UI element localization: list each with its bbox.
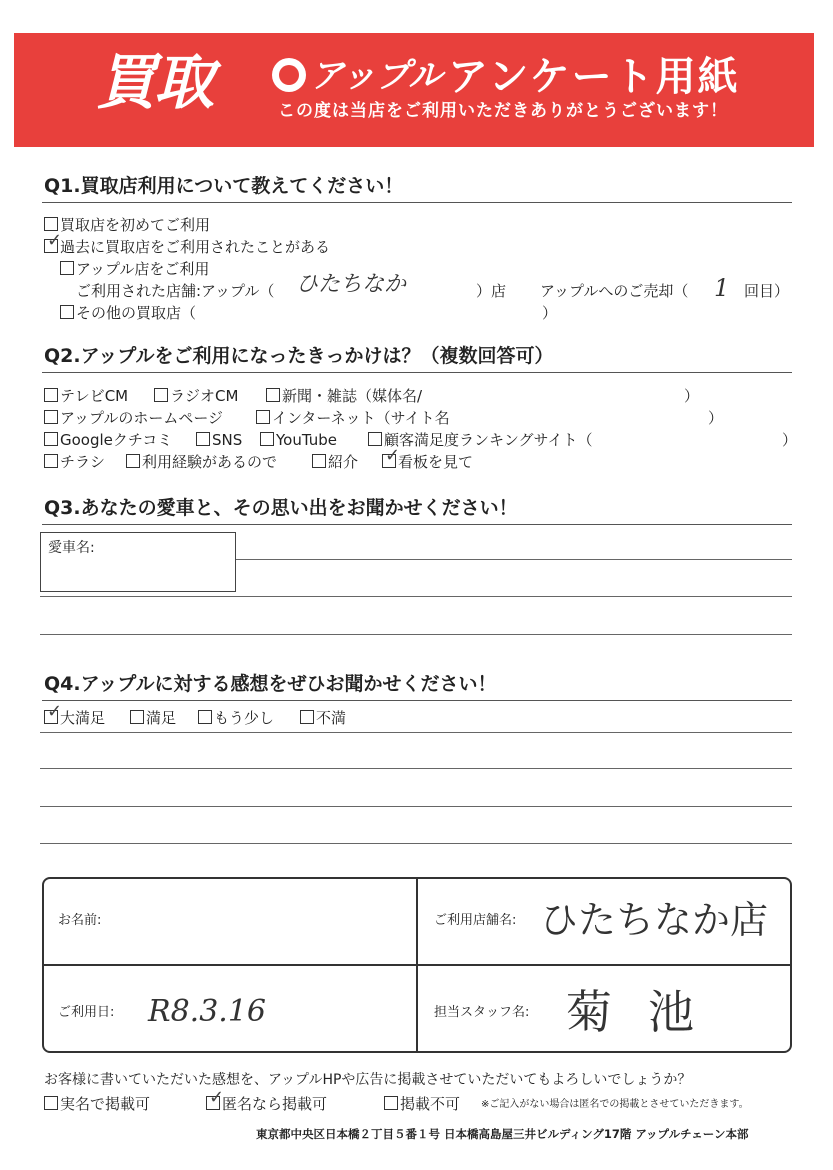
q1-store-used-prefix: ご利用された店舗:アップル（ (76, 282, 275, 300)
q2-option-sns[interactable] (196, 430, 242, 450)
option-label: 買取店を初めてご利用 (60, 216, 211, 234)
option-label: 看板を見て (398, 453, 474, 471)
checkbox[interactable] (44, 388, 58, 402)
q1-option-used-before[interactable] (44, 230, 331, 257)
checkbox[interactable] (300, 710, 314, 724)
q3-answer-line[interactable] (40, 634, 792, 635)
checkbox[interactable] (196, 432, 210, 446)
q2-option-flyer[interactable] (44, 452, 105, 472)
checkmark-icon: ✓ (209, 1087, 225, 1108)
q1-sale-count-prefix: アップルへのご売却（ (540, 282, 689, 300)
survey-title: アンケート用紙 (448, 54, 740, 100)
q2-option-homepage[interactable] (44, 408, 223, 428)
option-label: 利用経験があるので (142, 453, 278, 471)
q2-option-youtube[interactable] (260, 430, 337, 450)
thanks-line: この度は当店をご利用いただきありがとうございます！ (278, 101, 728, 121)
footer-address: 東京都中央区日本橋２丁目５番１号 日本橋高島屋三井ビルディング17階 アップルチェーン本部 (256, 1127, 749, 1141)
checkbox-checked[interactable] (44, 701, 63, 724)
q4-option-dissatisfied[interactable] (300, 708, 346, 728)
q1-option-first-time[interactable] (44, 215, 210, 235)
q3-answer-line[interactable] (236, 559, 792, 560)
option-label: 過去に買取店をご利用されたことがある (60, 238, 331, 256)
q2-title: Q2.アップルをご利用になったきっかけは？（複数回答可） (44, 345, 554, 367)
option-label: 大満足 (60, 709, 106, 727)
option-label: 掲載不可 (400, 1095, 461, 1113)
q1-option-apple-store[interactable] (60, 259, 209, 279)
consent-option-real-name[interactable] (44, 1094, 150, 1114)
q1-title: Q1.買取店利用について教えてください！ (44, 175, 404, 197)
q4-title: Q4.アップルに対する感想をぜひお聞かせください！ (44, 673, 497, 695)
q2-newspaper-close: ） (684, 387, 700, 405)
checkbox[interactable] (368, 432, 382, 446)
checkbox[interactable] (126, 454, 140, 468)
q2-divider (42, 372, 792, 373)
checkmark-icon: ✓ (385, 445, 401, 466)
checkbox[interactable] (130, 710, 144, 724)
checkbox[interactable] (198, 710, 212, 724)
option-label: 新聞・雑誌（媒体名/ (282, 387, 423, 405)
option-label: 不満 (316, 709, 347, 727)
q1-store-used-handwriting[interactable]: ひたちなか (296, 272, 407, 297)
q4-answer-line[interactable] (40, 768, 792, 769)
brand-logo: アップル (310, 56, 443, 96)
q2-internet-close: ） (708, 409, 724, 427)
name-field[interactable] (150, 896, 410, 956)
checkbox[interactable] (44, 432, 58, 446)
q4-answer-line[interactable] (40, 732, 792, 733)
checkbox-checked[interactable] (382, 445, 401, 468)
consent-question: お客様に書いていただいた感想を、アップルHPや広告に掲載させていただいてもよろしいでしょうか？ (44, 1072, 692, 1088)
checkbox[interactable] (256, 410, 270, 424)
q2-option-signboard[interactable] (382, 445, 474, 472)
checkbox[interactable] (260, 432, 274, 446)
name-label: お名前: (58, 913, 102, 928)
q1-divider (42, 202, 792, 203)
option-label: アップル店をご利用 (76, 260, 210, 278)
option-label: YouTube (276, 431, 337, 449)
q1-other-store-close: ） (542, 304, 558, 322)
checkbox[interactable] (44, 410, 58, 424)
checkbox[interactable] (44, 217, 58, 231)
option-label: 満足 (146, 709, 177, 727)
checkmark-icon: ✓ (47, 230, 63, 251)
apple-logo-icon (272, 58, 306, 92)
option-label: アップルのホームページ (60, 409, 224, 427)
staff-label: 担当スタッフ名: (434, 1005, 530, 1020)
checkbox[interactable] (312, 454, 326, 468)
checkbox-checked[interactable] (206, 1087, 225, 1110)
q4-option-very-satisfied[interactable] (44, 701, 106, 728)
q1-sale-count-handwriting[interactable]: 1 (714, 274, 730, 302)
q3-divider (42, 524, 792, 525)
car-name-label: 愛車名: (48, 540, 95, 556)
staff-name-handwriting[interactable]: 菊池 (566, 985, 730, 1039)
q4-option-satisfied[interactable] (130, 708, 176, 728)
q1-store-used-suffix: ）店 (476, 282, 507, 300)
checkmark-icon: ✓ (47, 701, 63, 722)
option-label: 紹介 (328, 453, 359, 471)
date-handwriting[interactable]: R8.3.16 (148, 994, 267, 1029)
option-label: 顧客満足度ランキングサイト（ (384, 431, 593, 449)
consent-option-not-allowed[interactable] (384, 1094, 460, 1114)
option-label: ラジオCM (170, 387, 239, 405)
q4-option-almost[interactable] (198, 708, 274, 728)
checkbox[interactable] (154, 388, 168, 402)
store-label: ご利用店舗名: (434, 913, 517, 928)
q1-option-other-store[interactable] (60, 303, 196, 323)
checkbox[interactable] (44, 1096, 58, 1110)
option-label: 匿名なら掲載可 (222, 1095, 328, 1113)
consent-option-anonymous[interactable] (206, 1087, 328, 1114)
option-label: インターネット（サイト名 (272, 409, 450, 427)
q2-option-newspaper[interactable] (266, 386, 422, 406)
store-name-handwriting[interactable]: ひたちなか店 (540, 898, 769, 942)
option-label: Googleクチコミ (60, 431, 173, 449)
option-label: もう少し (214, 709, 275, 727)
q3-title: Q3.あなたの愛車と、その思い出をお聞かせください！ (44, 497, 518, 519)
q2-ranking-close: ） (782, 431, 798, 449)
checkbox[interactable] (60, 261, 74, 275)
date-label: ご利用日: (58, 1005, 115, 1020)
option-label: テレビCM (60, 387, 129, 405)
q2-option-ranking[interactable] (368, 430, 593, 450)
q2-option-radio[interactable] (154, 386, 238, 406)
q2-option-internet[interactable] (256, 408, 450, 428)
q2-option-tv[interactable] (44, 386, 128, 406)
checkbox[interactable] (266, 388, 280, 402)
option-label: 実名で掲載可 (60, 1095, 151, 1113)
checkbox[interactable] (384, 1096, 398, 1110)
q4-divider (42, 700, 792, 701)
q2-option-google[interactable] (44, 430, 172, 450)
option-label: SNS (212, 431, 243, 449)
q4-answer-line[interactable] (40, 806, 792, 807)
checkbox[interactable] (60, 305, 74, 319)
table-divider (42, 964, 792, 966)
q2-option-experience[interactable] (126, 452, 277, 472)
option-label: その他の買取店（ (76, 304, 197, 322)
q3-answer-line[interactable] (40, 596, 792, 597)
consent-note: ※ご記入がない場合は匿名での掲載とさせていただきます。 (481, 1099, 749, 1110)
q4-answer-line[interactable] (40, 843, 792, 844)
checkbox-checked[interactable] (44, 230, 63, 253)
option-label: チラシ (60, 453, 106, 471)
checkbox[interactable] (44, 454, 58, 468)
buy-logo: 買取 (96, 48, 212, 118)
q1-sale-count-suffix: 回目） (744, 282, 790, 300)
q2-option-referral[interactable] (312, 452, 358, 472)
